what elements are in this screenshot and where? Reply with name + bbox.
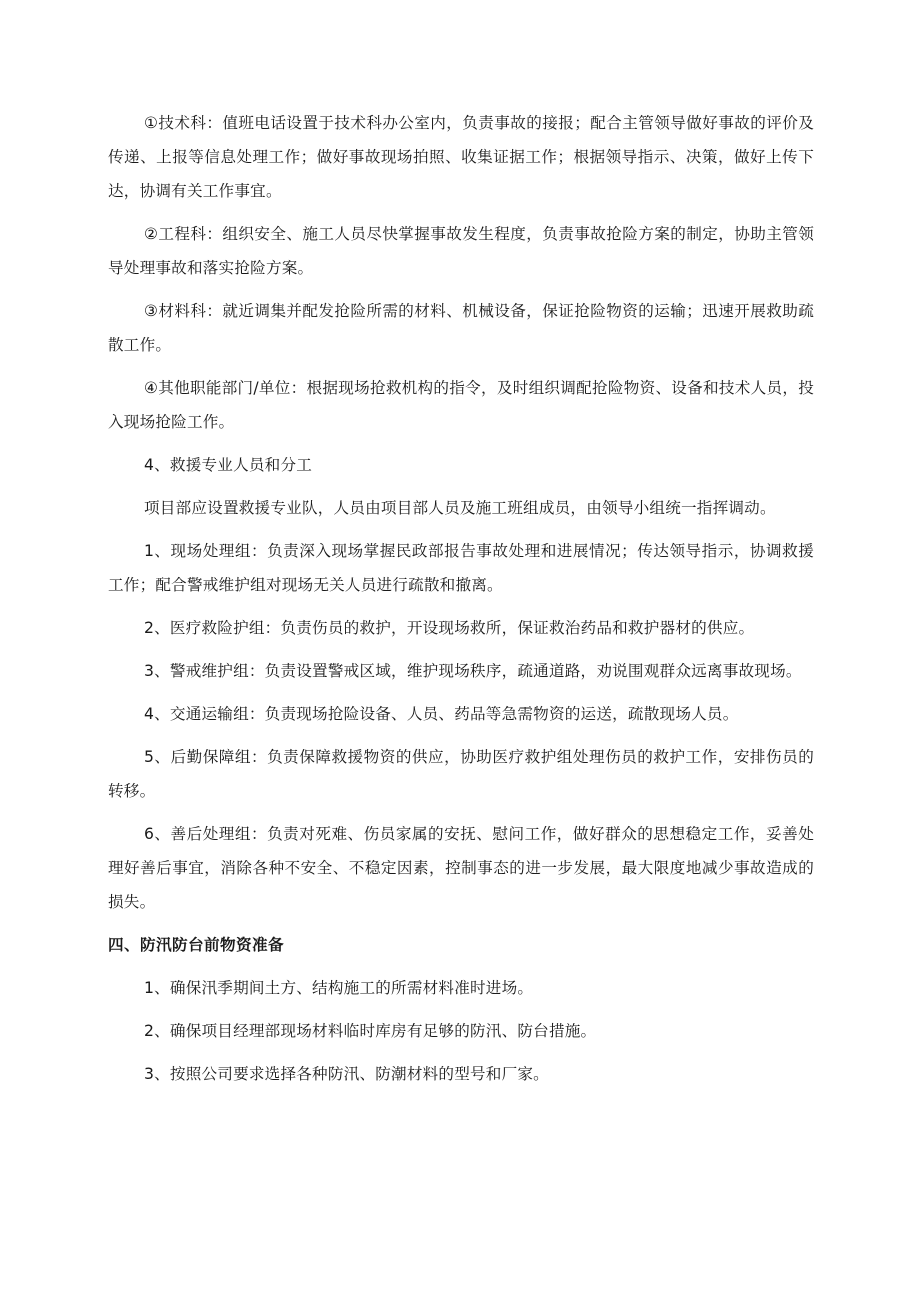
section-heading-flood-preparation: 四、防汛防台前物资准备 bbox=[108, 936, 284, 954]
paragraph-medical-group: 2、医疗救险护组：负责伤员的救护，开设现场救所，保证救治药品和救护器材的供应。 bbox=[144, 619, 755, 637]
paragraph-rescue-team: 项目部应设置救援专业队，人员由项目部人员及施工班组成员，由领导小组统一指挥调动。 bbox=[144, 499, 776, 517]
subheading-rescue-personnel: 4、救援专业人员和分工 bbox=[144, 456, 313, 474]
paragraph-transport-group: 4、交通运输组：负责现场抢险设备、人员、药品等急需物资的运送，疏散现场人员。 bbox=[144, 705, 739, 723]
paragraph-aftermath-group: 6、善后处理组：负责对死难、伤员家属的安抚、慰问工作，做好群众的思想稳定工作，妥善处理好善后事宜，消除各种不安全、不稳定因素，控制事态的进一步发展，最大限度地减少事故造成的损失。 bbox=[108, 825, 814, 911]
paragraph-other-departments: ④其他职能部门/单位：根据现场抢救机构的指令，及时组织调配抢险物资、设备和技术人员，投入现场抢险工作。 bbox=[108, 379, 814, 431]
paragraph-security-group: 3、警戒维护组：负责设置警戒区域，维护现场秩序，疏通道路，劝说围观群众远离事故现场。 bbox=[144, 662, 802, 680]
paragraph-material-supply: 1、确保汛季期间土方、结构施工的所需材料准时进场。 bbox=[144, 979, 534, 997]
document-body bbox=[108, 106, 814, 1100]
paragraph-materials-dept: ③材料科：就近调集并配发抢险所需的材料、机械设备，保证抢险物资的运输；迅速开展救助疏散工作。 bbox=[108, 302, 814, 354]
paragraph-warehouse-measures: 2、确保项目经理部现场材料临时库房有足够的防汛、防台措施。 bbox=[144, 1022, 597, 1040]
paragraph-onsite-handling-group: 1、现场处理组：负责深入现场掌握民政部报告事故处理和进展情况；传达领导指示，协调救援工作；配合警戒维护组对现场无关人员进行疏散和撤离。 bbox=[108, 542, 814, 594]
paragraph-logistics-group: 5、后勤保障组：负责保障救援物资的供应，协助医疗救护组处理伤员的救护工作，安排伤员的转移。 bbox=[108, 748, 814, 800]
paragraph-technical-dept: ①技术科：值班电话设置于技术科办公室内，负责事故的接报；配合主管领导做好事故的评价及传递、上报等信息处理工作；做好事故现场拍照、收集证据工作；根据领导指示、决策，做好上传下达，协调有关工作事宜。 bbox=[108, 114, 814, 200]
paragraph-material-selection: 3、按照公司要求选择各种防汛、防潮材料的型号和厂家。 bbox=[144, 1065, 549, 1083]
paragraph-engineering-dept: ②工程科：组织安全、施工人员尽快掌握事故发生程度，负责事故抢险方案的制定，协助主管领导处理事故和落实抢险方案。 bbox=[108, 225, 814, 277]
